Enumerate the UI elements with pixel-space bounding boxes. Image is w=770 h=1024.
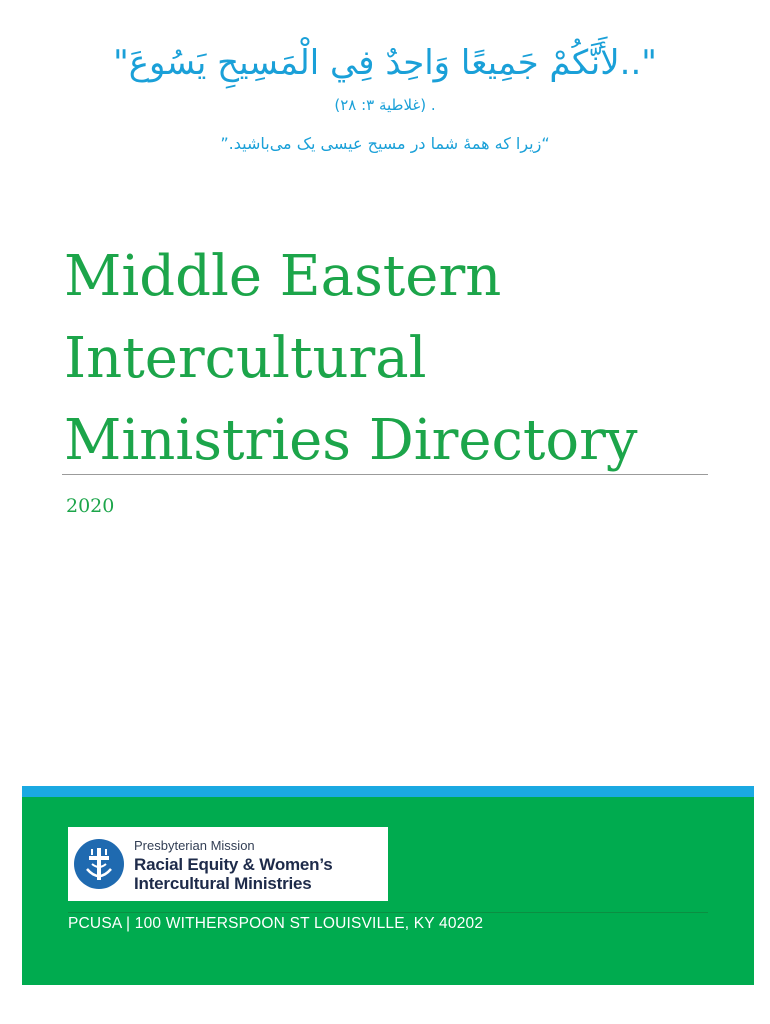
presbyterian-cross-seal-icon xyxy=(74,839,124,889)
logo-line-1: Presbyterian Mission xyxy=(134,837,255,853)
verse-persian: “زیرا که همهٔ شما در مسیح عیسی یک می‌باشید.” xyxy=(220,134,550,153)
verse-reference: . (غلاطية ٣: ٢٨) xyxy=(334,96,436,114)
title-line-1: Middle Eastern xyxy=(64,244,502,309)
logo-line-3: Intercultural Ministries xyxy=(134,873,312,893)
logo-line-2: Racial Equity & Women’s xyxy=(134,854,333,874)
verse-arabic: "..لأَنَّكُمْ جَمِيعًا وَاحِدٌ فِي الْمَسِيحِ يَسُوعَ" xyxy=(113,43,657,83)
organization-logo xyxy=(68,827,388,901)
title-line-3: Ministries Directory xyxy=(64,408,638,473)
title-divider xyxy=(62,474,708,475)
title-line-2: Intercultural xyxy=(64,326,427,391)
document-year: 2020 xyxy=(66,495,115,517)
document-title xyxy=(64,236,714,482)
footer-panel xyxy=(22,797,754,985)
footer-divider xyxy=(68,912,708,913)
logo-text xyxy=(134,836,333,893)
footer-address: PCUSA | 100 WITHERSPOON ST LOUISVILLE, KY 40202 xyxy=(68,915,484,932)
blue-strip xyxy=(22,786,754,797)
